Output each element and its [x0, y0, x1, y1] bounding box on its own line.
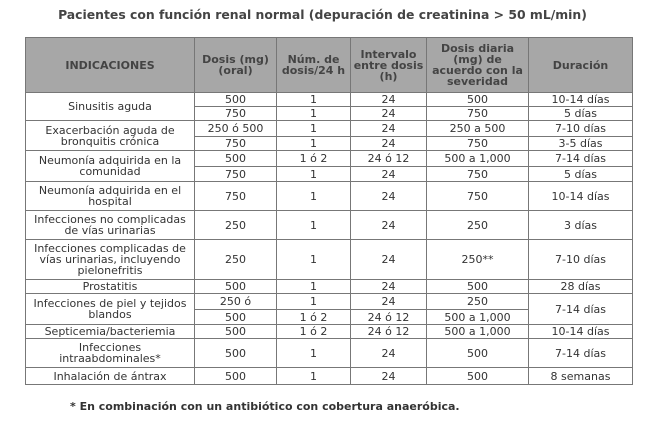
intervalo-cell: 24	[351, 182, 427, 211]
intervalo-cell: 24 ó 12	[351, 325, 427, 339]
num-dosis-cell: 1 ó 2	[277, 325, 351, 339]
duracion-cell: 3 días	[529, 211, 633, 240]
num-dosis-cell: 1	[277, 240, 351, 280]
num-dosis-cell: 1	[277, 368, 351, 385]
intervalo-cell: 24 ó 12	[351, 151, 427, 167]
intervalo-cell: 24 ó 12	[351, 310, 427, 325]
dosis-cell: 500	[195, 368, 277, 385]
indicacion-cell: Sinusitis aguda	[26, 93, 195, 121]
dosis-diaria-cell: 750	[427, 167, 529, 182]
dosis-cell: 500	[195, 93, 277, 107]
dosis-cell: 500	[195, 280, 277, 294]
duracion-cell: 28 días	[529, 280, 633, 294]
table-title: Pacientes con función renal normal (depuración de creatinina > 50 mL/min)	[58, 7, 587, 22]
dosis-cell: 250 ó 500	[195, 121, 277, 137]
dosis-diaria-cell: 750	[427, 137, 529, 151]
duracion-cell: 10-14 días	[529, 182, 633, 211]
dosis-diaria-cell: 500 a 1,000	[427, 310, 529, 325]
table-row	[26, 294, 633, 310]
num-dosis-cell: 1	[277, 137, 351, 151]
dosis-diaria-cell: 250**	[427, 240, 529, 280]
dosis-diaria-cell: 500	[427, 339, 529, 368]
duracion-cell: 5 días	[529, 107, 633, 121]
dosis-cell: 250	[195, 211, 277, 240]
indicacion-cell: Inhalación de ántrax	[26, 368, 195, 385]
duracion-cell: 3-5 días	[529, 137, 633, 151]
table-row	[26, 151, 633, 167]
indicacion-cell: Infecciones complicadas de vías urinarias, incluyendo pielonefritis	[26, 240, 195, 280]
intervalo-cell: 24	[351, 211, 427, 240]
intervalo-cell: 24	[351, 339, 427, 368]
duracion-cell: 10-14 días	[529, 325, 633, 339]
intervalo-cell: 24	[351, 368, 427, 385]
dosis-diaria-cell: 500 a 1,000	[427, 151, 529, 167]
indicacion-cell: Septicemia/bacteriemia	[26, 325, 195, 339]
table-row	[26, 211, 633, 240]
duracion-cell: 7-14 días	[529, 151, 633, 167]
header-intervalo: Intervalo entre dosis (h)	[351, 38, 427, 93]
dosis-diaria-cell: 250	[427, 211, 529, 240]
dosis-cell: 250	[195, 240, 277, 280]
header-duracion: Duración	[529, 38, 633, 93]
table-row	[26, 339, 633, 368]
duracion-cell: 7-10 días	[529, 240, 633, 280]
num-dosis-cell: 1	[277, 182, 351, 211]
intervalo-cell: 24	[351, 167, 427, 182]
table-row	[26, 121, 633, 137]
duracion-cell: 7-14 días	[529, 339, 633, 368]
table-row	[26, 240, 633, 280]
num-dosis-cell: 1	[277, 294, 351, 310]
header-dosis-diaria: Dosis diaria (mg) de acuerdo con la severidad	[427, 38, 529, 93]
indicacion-cell: Infecciones de piel y tejidos blandos	[26, 294, 195, 325]
dosis-diaria-cell: 750	[427, 182, 529, 211]
dosis-cell: 750	[195, 167, 277, 182]
num-dosis-cell: 1	[277, 93, 351, 107]
duracion-cell: 5 días	[529, 167, 633, 182]
dosis-diaria-cell: 500	[427, 368, 529, 385]
indicacion-cell: Neumonía adquirida en la comunidad	[26, 151, 195, 182]
indicacion-cell: Prostatitis	[26, 280, 195, 294]
indicacion-cell: Neumonía adquirida en el hospital	[26, 182, 195, 211]
intervalo-cell: 24	[351, 137, 427, 151]
dosis-cell: 250 ó	[195, 294, 277, 310]
num-dosis-cell: 1	[277, 339, 351, 368]
dosis-diaria-cell: 500 a 1,000	[427, 325, 529, 339]
num-dosis-cell: 1 ó 2	[277, 310, 351, 325]
intervalo-cell: 24	[351, 93, 427, 107]
dosage-table	[25, 37, 633, 385]
num-dosis-cell: 1	[277, 280, 351, 294]
indicacion-cell: Infecciones intraabdominales*	[26, 339, 195, 368]
dosis-cell: 750	[195, 107, 277, 121]
intervalo-cell: 24	[351, 280, 427, 294]
dosis-cell: 750	[195, 182, 277, 211]
table-row	[26, 182, 633, 211]
indicacion-cell: Infecciones no complicadas de vías urinarias	[26, 211, 195, 240]
intervalo-cell: 24	[351, 121, 427, 137]
dosis-cell: 500	[195, 310, 277, 325]
num-dosis-cell: 1 ó 2	[277, 151, 351, 167]
dosis-diaria-cell: 500	[427, 93, 529, 107]
dosis-cell: 500	[195, 151, 277, 167]
header-row	[26, 38, 633, 93]
table-row	[26, 368, 633, 385]
table-row	[26, 93, 633, 107]
indicacion-cell: Exacerbación aguda de bronquitis crónica	[26, 121, 195, 151]
duracion-cell: 10-14 días	[529, 93, 633, 107]
dosis-diaria-cell: 750	[427, 107, 529, 121]
intervalo-cell: 24	[351, 107, 427, 121]
duracion-cell: 7-14 días	[529, 294, 633, 325]
dosis-diaria-cell: 250	[427, 294, 529, 310]
num-dosis-cell: 1	[277, 121, 351, 137]
table-row	[26, 280, 633, 294]
dosis-cell: 750	[195, 137, 277, 151]
duracion-cell: 7-10 días	[529, 121, 633, 137]
header-indicaciones: INDICACIONES	[26, 38, 195, 93]
duracion-cell: 8 semanas	[529, 368, 633, 385]
num-dosis-cell: 1	[277, 107, 351, 121]
footnote: * En combinación con un antibiótico con cobertura anaeróbica.	[70, 400, 460, 413]
table-row	[26, 325, 633, 339]
dosis-diaria-cell: 500	[427, 280, 529, 294]
dosis-cell: 500	[195, 339, 277, 368]
num-dosis-cell: 1	[277, 167, 351, 182]
intervalo-cell: 24	[351, 240, 427, 280]
header-dosis: Dosis (mg) (oral)	[195, 38, 277, 93]
intervalo-cell: 24	[351, 294, 427, 310]
num-dosis-cell: 1	[277, 211, 351, 240]
dosis-cell: 500	[195, 325, 277, 339]
dosis-diaria-cell: 250 a 500	[427, 121, 529, 137]
header-num-dosis: Núm. de dosis/24 h	[277, 38, 351, 93]
